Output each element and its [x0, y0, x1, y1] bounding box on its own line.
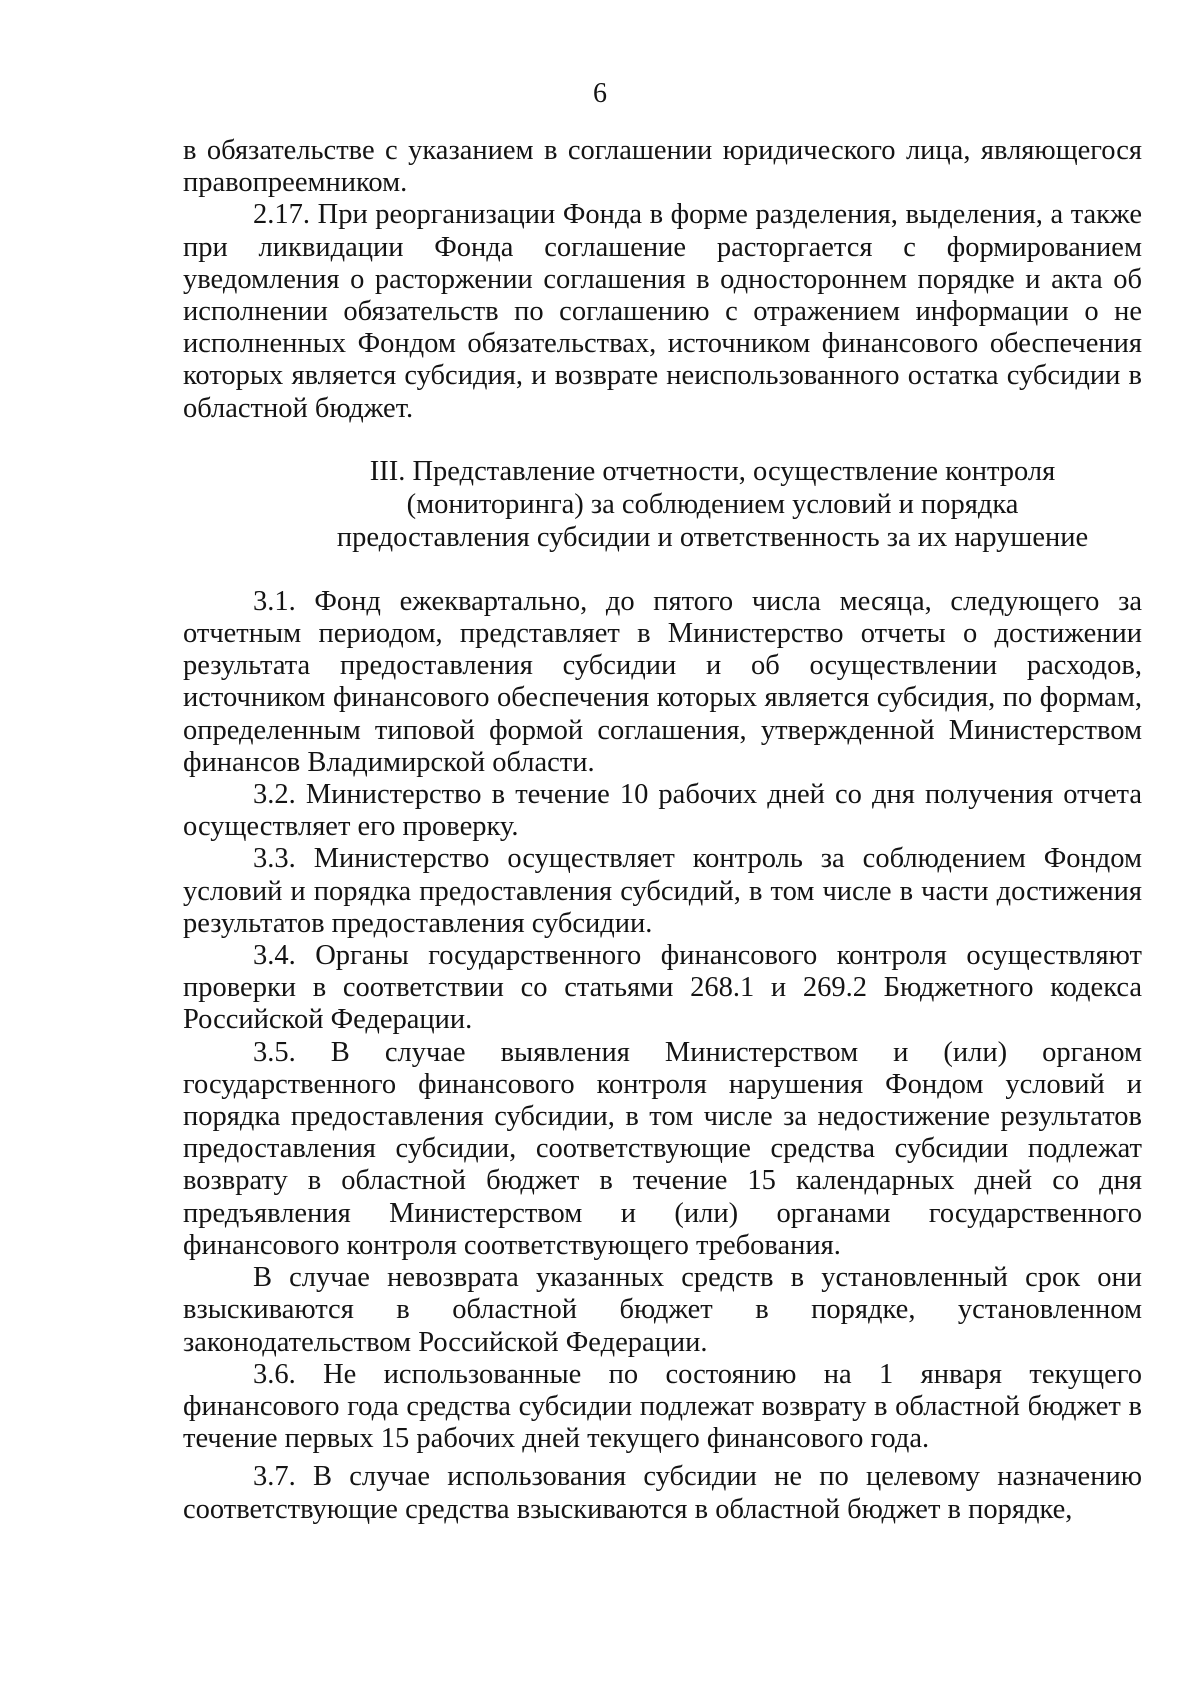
section-heading-line-3: предоставления субсидии и ответственность за их нарушение	[336, 521, 1089, 553]
paragraph-3-5-continuation: В случае невозврата указанных средств в установленный срок они взыскиваются в областной бюджет в порядке, установленном законодательством Российской Федерации.	[183, 1262, 1142, 1358]
paragraph-2-17: 2.17. При реорганизации Фонда в форме разделения, выделения, а также при ликвидации Фонда соглашение расторгается с формированием уведомления о расторжении соглашения в одностороннем порядке и акта об исполнении обязательств по соглашению с отражением информации о не исполненных Фондом обязательствах, источником финансового обеспечения которых является субсидия, и возврате неиспользованного остатка субсидии в областной бюджет.	[183, 199, 1142, 424]
section-heading-line-2: (мониторинга) за соблюдением условий и порядка	[406, 488, 1019, 520]
document-body	[183, 135, 1142, 1526]
section-heading-line-1: III. Представление отчетности, осуществление контроля	[369, 455, 1056, 487]
paragraph-3-1: 3.1. Фонд ежеквартально, до пятого числа месяца, следующего за отчетным периодом, представляет в Министерство отчеты о достижении результата предоставления субсидии и об осуществлении расходов, источником финансового обеспечения которых является субсидия, по формам, определенным типовой формой соглашения, утвержденной Министерством финансов Владимирской области.	[183, 585, 1142, 778]
section-heading	[183, 455, 1142, 554]
paragraph-continuation: в обязательстве с указанием в соглашении юридического лица, являющегося правопреемником.	[183, 135, 1142, 199]
paragraph-3-7: 3.7. В случае использования субсидии не по целевому назначению соответствующие средства взыскиваются в областной бюджет в порядке,	[183, 1461, 1142, 1525]
paragraph-3-6: 3.6. Не использованные по состоянию на 1 января текущего финансового года средства субсидии подлежат возврату в областной бюджет в течение первых 15 рабочих дней текущего финансового года.	[183, 1358, 1142, 1455]
page-number: 6	[593, 78, 607, 109]
paragraph-3-5: 3.5. В случае выявления Министерством и (или) органом государственного финансового контроля нарушения Фондом условий и порядка предоставления субсидии, в том числе за недостижение результатов предоставления субсидии, соответствующие средства субсидии подлежат возврату в областной бюджет в течение 15 календарных дней со дня предъявления Министерством и (или) органами государственного финансового контроля соответствующего требования.	[183, 1036, 1142, 1261]
paragraph-3-4: 3.4. Органы государственного финансового контроля осуществляют проверки в соответствии со статьями 268.1 и 269.2 Бюджетного кодекса Российской Федерации.	[183, 940, 1142, 1036]
paragraph-3-2: 3.2. Министерство в течение 10 рабочих дней со дня получения отчета осуществляет его проверку.	[183, 779, 1142, 843]
paragraph-3-3: 3.3. Министерство осуществляет контроль за соблюдением Фондом условий и порядка предоставления субсидий, в том числе в части достижения результатов предоставления субсидии.	[183, 843, 1142, 939]
